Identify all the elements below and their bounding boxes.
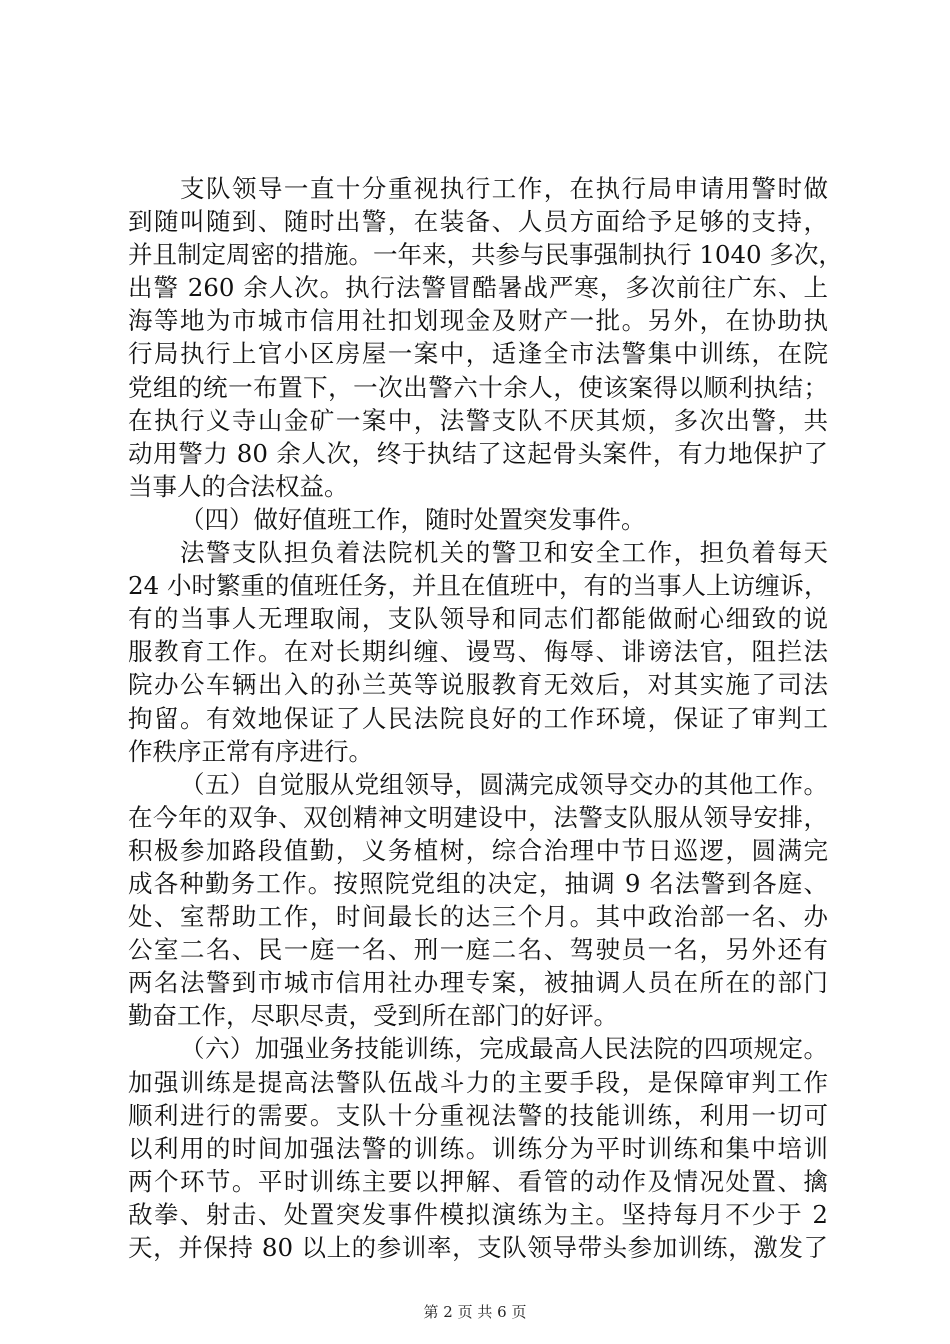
page-number: 第 2 页 共 6 页	[423, 1303, 527, 1321]
section-heading: （四）做好值班工作，随时处置突发事件。	[180, 504, 646, 534]
text-line: 在今年的双争、双创精神文明建设中，法警支队服从领导安排，	[128, 802, 828, 832]
text-line: 两个环节。平时训练主要以押解、看管的动作及情况处置、擒	[128, 1166, 828, 1196]
text-line: 党组的统一布置下，一次出警六十余人，使该案得以顺利执结；	[128, 372, 828, 402]
text-line: 动用警力 80 余人次，终于执结了这起骨头案件，有力地保护了	[128, 438, 828, 468]
text-line: 24 小时繁重的值班任务，并且在值班中，有的当事人上访缠诉，	[128, 571, 829, 601]
text-line: 海等地为市城市信用社扣划现金及财产一批。另外，在协助执	[128, 306, 828, 336]
text-line: 到随叫随到、随时出警，在装备、人员方面给予足够的支持，	[128, 207, 828, 237]
text-line: 作秩序正常有序进行。	[128, 736, 373, 766]
text-line: 天，并保持 80 以上的参训率，支队领导带头参加训练，激发了	[128, 1233, 828, 1262]
text-line: 院办公车辆出入的孙兰英等说服教育无效后，对其实施了司法	[128, 670, 828, 700]
text-line: 并且制定周密的措施。一年来，共参与民事强制执行 1040 多次，	[128, 240, 843, 270]
document-body	[128, 172, 843, 1264]
text-line: 当事人的合法权益。	[128, 471, 349, 501]
text-line: 服教育工作。在对长期纠缠、谩骂、侮辱、诽谤法官，阻拦法	[128, 637, 828, 667]
text-line: 以利用的时间加强法警的训练。训练分为平时训练和集中培训	[128, 1133, 828, 1163]
text-line: 敌拳、射击、处置突发事件模拟演练为主。坚持每月不少于 2	[128, 1199, 828, 1229]
text-line: 两名法警到市城市信用社办理专案，被抽调人员在所在的部门	[128, 968, 828, 998]
text-line: 出警 260 余人次。执行法警冒酷暑战严寒，多次前往广东、上	[128, 273, 828, 303]
text-line: 在执行义寺山金矿一案中，法警支队不厌其烦，多次出警，共	[128, 405, 828, 435]
text-line: 公室二名、民一庭一名、刑一庭二名、驾驶员一名，另外还有	[128, 935, 828, 965]
text-line: 法警支队担负着法院机关的警卫和安全工作，担负着每天	[180, 538, 828, 568]
text-line: 成各种勤务工作。按照院党组的决定，抽调 9 名法警到各庭、	[128, 868, 828, 898]
text-line: 有的当事人无理取闹，支队领导和同志们都能做耐心细致的说	[128, 604, 828, 634]
text-line: 处、室帮助工作，时间最长的达三个月。其中政治部一名、办	[128, 902, 828, 932]
section-heading: （五）自觉服从党组领导，圆满完成领导交办的其他工作。	[180, 769, 828, 799]
text-line: 拘留。有效地保证了人民法院良好的工作环境，保证了审判工	[128, 703, 828, 733]
text-line: 行局执行上官小区房屋一案中，适逢全市法警集中训练，在院	[128, 339, 828, 369]
text-line: 勤奋工作，尽职尽责，受到所在部门的好评。	[128, 1001, 618, 1031]
text-line: 积极参加路段值勤，义务植树，综合治理中节日巡逻，圆满完	[128, 835, 828, 865]
text-line: 顺利进行的需要。支队十分重视法警的技能训练，利用一切可	[128, 1100, 828, 1130]
page-footer	[0, 1301, 950, 1322]
section-heading: （六）加强业务技能训练，完成最高人民法院的四项规定。	[180, 1034, 828, 1064]
text-line: 加强训练是提高法警队伍战斗力的主要手段，是保障审判工作	[128, 1067, 828, 1097]
text-line: 支队领导一直十分重视执行工作，在执行局申请用警时做	[180, 174, 828, 203]
